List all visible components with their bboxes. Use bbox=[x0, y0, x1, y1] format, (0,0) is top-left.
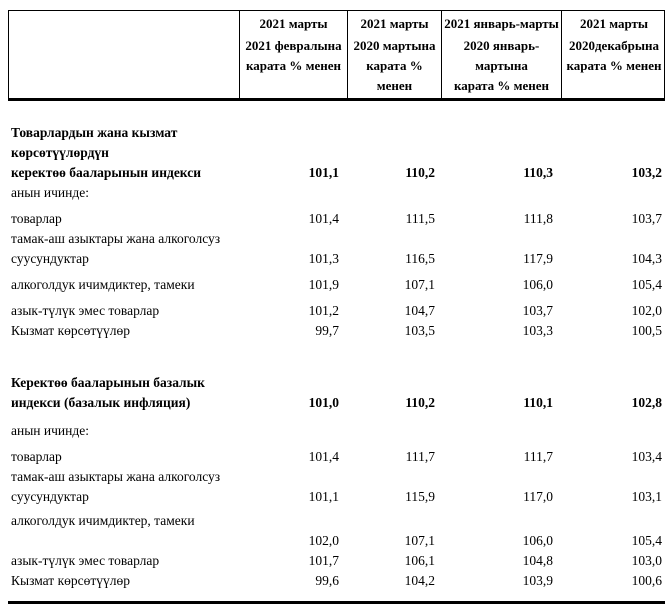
row-value: 106,0 bbox=[522, 533, 553, 548]
row-value: 111,7 bbox=[405, 449, 435, 464]
header-line: 2020 январь-мартына bbox=[463, 38, 540, 73]
row-value: 103,1 bbox=[631, 489, 662, 504]
row-label: алкоголдук ичимдиктер, тамеки bbox=[11, 277, 195, 292]
row-value: 106,1 bbox=[404, 553, 435, 568]
section1-title-line: керектөө бааларынын индекси bbox=[11, 165, 202, 180]
row-label: азык-түлүк эмес товарлар bbox=[11, 553, 160, 568]
row-value: 110,1 bbox=[523, 395, 553, 410]
row-value: 101,4 bbox=[308, 211, 339, 226]
row-value: 116,5 bbox=[405, 251, 435, 266]
row-label: азык-түлүк эмес товарлар bbox=[11, 303, 160, 318]
header-col-janmarch-vs-janmarch2020 bbox=[441, 11, 561, 98]
row-value: 104,8 bbox=[522, 553, 553, 568]
row-value: 111,8 bbox=[523, 211, 553, 226]
section1-title-line: көрсөтүүлөрдүн bbox=[11, 145, 109, 160]
row-value: 107,1 bbox=[404, 277, 435, 292]
row-label: товарлар bbox=[11, 449, 62, 464]
row-value: 100,6 bbox=[631, 573, 662, 588]
row-value: 103,7 bbox=[631, 211, 662, 226]
header-line: 2020 мартына bbox=[353, 38, 436, 53]
row-value: 105,4 bbox=[631, 533, 662, 548]
row-value: 106,0 bbox=[522, 277, 553, 292]
row-value: 103,3 bbox=[522, 323, 553, 338]
row-label-line: тамак-аш азыктары жана алкоголсуз bbox=[11, 469, 221, 484]
header-line: 2021 марты bbox=[360, 16, 429, 31]
row-value: 111,7 bbox=[523, 449, 553, 464]
section2-title-row bbox=[8, 373, 665, 413]
table-row bbox=[8, 321, 665, 341]
subheader-label: анын ичинде: bbox=[11, 185, 89, 200]
subheader-label: анын ичинде: bbox=[11, 423, 89, 438]
row-value: 110,3 bbox=[523, 165, 553, 180]
table-row bbox=[8, 229, 665, 269]
row-value: 102,0 bbox=[308, 533, 339, 548]
section2-subheader-row bbox=[8, 421, 665, 441]
row-value: 103,0 bbox=[631, 553, 662, 568]
row-value: 107,1 bbox=[404, 533, 435, 548]
table-row bbox=[8, 275, 665, 295]
row-value: 101,1 bbox=[308, 489, 339, 504]
row-value: 104,3 bbox=[631, 251, 662, 266]
row-value: 102,0 bbox=[631, 303, 662, 318]
row-value: 101,2 bbox=[308, 303, 339, 318]
table-row bbox=[8, 511, 665, 551]
header-col-march-vs-feb2021 bbox=[239, 11, 347, 98]
header-line: карата % менен bbox=[245, 58, 342, 73]
row-label: товарлар bbox=[11, 211, 62, 226]
row-value: 99,7 bbox=[315, 323, 339, 338]
table-row bbox=[8, 551, 665, 571]
row-value: 115,9 bbox=[405, 489, 435, 504]
row-label-line: суусундуктар bbox=[11, 251, 89, 266]
header-line: 2021 январь-марты bbox=[444, 16, 559, 31]
section1-title bbox=[8, 123, 238, 183]
row-label: Кызмат көрсөтүүлөр bbox=[11, 323, 131, 338]
header-col-march-vs-dec2020 bbox=[561, 11, 666, 98]
row-value: 104,7 bbox=[404, 303, 435, 318]
row-value: 101,0 bbox=[308, 395, 339, 410]
row-label: алкоголдук ичимдиктер, тамеки bbox=[11, 513, 195, 528]
row-value: 105,4 bbox=[631, 277, 662, 292]
table-row bbox=[8, 571, 665, 591]
row-value: 103,7 bbox=[522, 303, 553, 318]
row-value: 110,2 bbox=[405, 395, 435, 410]
price-index-table bbox=[8, 10, 665, 604]
row-label-line: тамак-аш азыктары жана алкоголсуз bbox=[11, 231, 221, 246]
header-line: 2020декабрына bbox=[568, 38, 659, 53]
row-label bbox=[8, 229, 238, 269]
row-value: 103,5 bbox=[404, 323, 435, 338]
section2-title bbox=[8, 373, 238, 413]
header-col-march-vs-march2020 bbox=[347, 11, 441, 98]
row-value: 101,7 bbox=[308, 553, 339, 568]
header-line: карата % менен bbox=[453, 78, 550, 93]
header-line: 2021 февралына bbox=[245, 38, 342, 53]
row-label-line: суусундуктар bbox=[11, 489, 89, 504]
row-value: 117,0 bbox=[523, 489, 553, 504]
row-value: 111,5 bbox=[405, 211, 435, 226]
table-row bbox=[8, 209, 665, 229]
table-row bbox=[8, 467, 665, 507]
header-line: карата % менен bbox=[566, 58, 662, 73]
header-line: 2021 марты bbox=[579, 16, 649, 31]
row-value: 101,9 bbox=[308, 277, 339, 292]
table-row bbox=[8, 447, 665, 467]
table-body bbox=[8, 123, 665, 604]
row-value: 101,1 bbox=[308, 165, 339, 180]
row-label bbox=[8, 467, 238, 507]
row-value: 103,9 bbox=[522, 573, 553, 588]
header-corner-cell bbox=[9, 11, 239, 98]
section1-subheader-row bbox=[8, 183, 665, 203]
row-value: 103,4 bbox=[631, 449, 662, 464]
row-value: 101,3 bbox=[308, 251, 339, 266]
header-line: 2021 марты bbox=[259, 16, 328, 31]
row-value: 101,4 bbox=[308, 449, 339, 464]
row-value: 99,6 bbox=[315, 573, 339, 588]
row-value: 103,2 bbox=[631, 165, 662, 180]
row-value: 104,2 bbox=[404, 573, 435, 588]
section1-title-line: Товарлардын жана кызмат bbox=[11, 125, 178, 140]
row-label: Кызмат көрсөтүүлөр bbox=[11, 573, 131, 588]
row-value: 102,8 bbox=[631, 395, 662, 410]
section2-title-line: Керектөө бааларынын базалык bbox=[11, 375, 205, 390]
table-header-row bbox=[8, 10, 665, 101]
row-value: 117,9 bbox=[523, 251, 553, 266]
header-line: карата % менен bbox=[366, 58, 423, 93]
table-row bbox=[8, 301, 665, 321]
section2-title-line: индекси (базалык инфляция) bbox=[11, 395, 191, 410]
section1-title-row bbox=[8, 123, 665, 183]
row-value: 100,5 bbox=[631, 323, 662, 338]
row-value: 110,2 bbox=[405, 165, 435, 180]
